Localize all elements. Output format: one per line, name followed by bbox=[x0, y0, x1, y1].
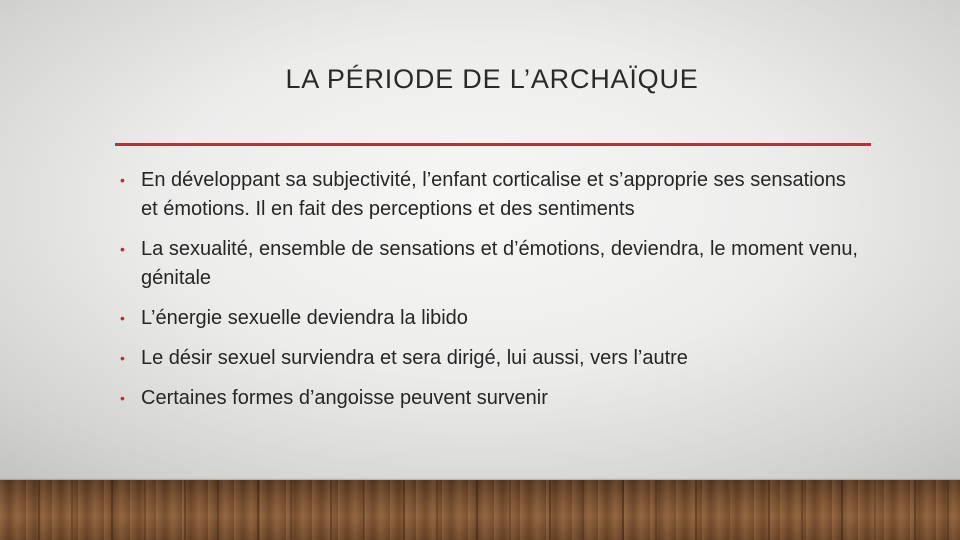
bullet-dot-icon: • bbox=[120, 390, 125, 406]
bullet-dot-icon: • bbox=[120, 350, 125, 366]
bullet-dot-icon: • bbox=[120, 172, 125, 188]
bullet-item bbox=[116, 344, 858, 373]
bullet-dot-icon: • bbox=[120, 310, 125, 326]
bullet-item bbox=[116, 235, 858, 293]
bullet-text: Certaines formes d’angoisse peuvent survenir bbox=[141, 387, 548, 409]
bullet-item bbox=[116, 384, 858, 413]
bullet-text: Le désir sexuel surviendra et sera dirigé, lui aussi, vers l’autre bbox=[141, 347, 688, 369]
bullet-dot-icon: • bbox=[120, 241, 125, 257]
bullet-item bbox=[116, 166, 858, 224]
bullet-text: En développant sa subjectivité, l’enfant corticalise et s’approprie ses sensations et émotions. Il en fait des perceptions et des sentiments bbox=[141, 169, 846, 220]
slide-title: LA PÉRIODE DE L’ARCHAÏQUE bbox=[285, 64, 699, 94]
bullet-text: La sexualité, ensemble de sensations et d’émotions, deviendra, le moment venu, génitale bbox=[141, 238, 858, 289]
wood-floor-background bbox=[0, 480, 960, 540]
title-divider bbox=[115, 143, 871, 146]
bullet-item bbox=[116, 304, 858, 333]
bullet-text: L’énergie sexuelle deviendra la libido bbox=[141, 307, 468, 329]
bullet-list bbox=[116, 166, 858, 424]
